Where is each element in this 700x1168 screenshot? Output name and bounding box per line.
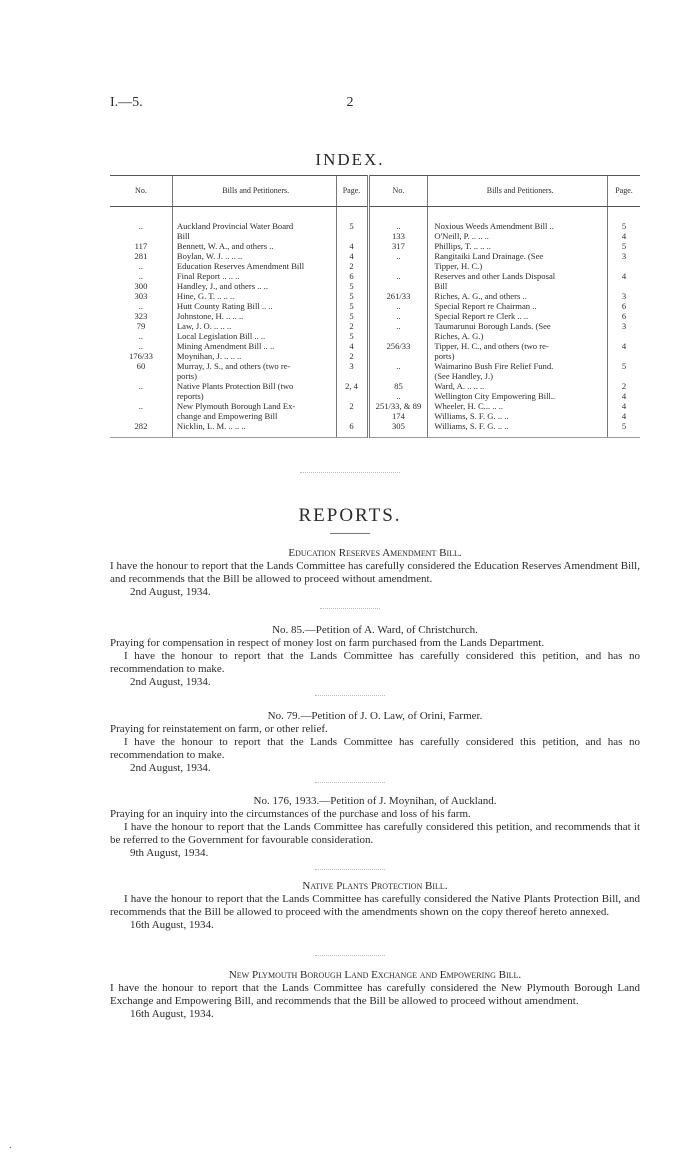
index-bill-right: O'Neill, P. .. .. ..	[428, 231, 608, 241]
index-bill: Bennett, W. A., and others ..	[172, 241, 336, 251]
report-new-plymouth	[110, 969, 640, 1021]
index-bill-right: Tipper, H. C., and others (two re-	[428, 341, 608, 351]
index-bill-right: Special Report re Clerk .. ..	[428, 311, 608, 321]
index-page-right	[608, 331, 641, 341]
col-header-bills: Bills and Petitioners.	[172, 176, 336, 207]
col-header-page: Page.	[336, 176, 368, 207]
index-page-right: 4	[608, 391, 641, 401]
report-body: I have the honour to report that the Lands Committee has carefully considered this petition, and has no recommendation to make.	[110, 736, 640, 761]
index-row	[110, 251, 640, 261]
index-no	[110, 411, 172, 421]
index-page-right: 2	[608, 381, 641, 391]
index-row	[110, 341, 640, 351]
index-no-right: ..	[368, 301, 428, 311]
index-page: 2	[336, 321, 368, 331]
index-bill-right: Wheeler, H. C... .. ..	[428, 401, 608, 411]
report-divider	[315, 695, 385, 696]
index-no-right	[368, 331, 428, 341]
index-bill-right: Phillips, T. .. .. ..	[428, 241, 608, 251]
index-no: 60	[136, 361, 146, 371]
index-bill: Final Report .. .. ..	[172, 271, 336, 281]
reports-title-rule	[330, 533, 370, 534]
report-divider	[315, 782, 385, 783]
index-bill-right: Ward, A. .. .. ..	[428, 381, 608, 391]
index-page: 4	[336, 251, 368, 261]
index-no: ..	[138, 381, 144, 391]
index-no-right: ..	[368, 207, 428, 232]
report-divider	[320, 608, 380, 609]
report-heading: Native Plants Protection Bill.	[302, 880, 448, 892]
index-bill: New Plymouth Borough Land Ex-	[172, 401, 336, 411]
index-page-right	[608, 261, 641, 271]
index-no-right: ..	[368, 321, 428, 331]
index-bill: Bill	[172, 231, 336, 241]
index-page: 5	[336, 291, 368, 301]
index-table	[110, 175, 640, 438]
report-heading: No. 176, 1933.—Petition of J. Moynihan, of Auckland.	[253, 795, 497, 807]
index-no-right: ..	[368, 251, 428, 261]
index-row	[110, 331, 640, 341]
index-no-right: 85	[368, 381, 428, 391]
col-header-bills-right: Bills and Petitioners.	[428, 176, 608, 207]
document-reference: I.—5.	[110, 95, 143, 110]
index-no-right: ..	[368, 361, 428, 371]
report-petition-ward	[110, 624, 640, 689]
report-praying: Praying for compensation in respect of money lost on farm purchased from the Lands Department.	[110, 637, 545, 649]
index-row	[110, 381, 640, 391]
index-no: 300	[134, 281, 148, 291]
col-header-no-right: No.	[368, 176, 428, 207]
index-bill-right: Tipper, H. C.)	[428, 261, 608, 271]
index-page-right: 4	[608, 271, 641, 281]
index-page: 2	[336, 351, 368, 361]
index-page: 4	[336, 341, 368, 351]
index-no	[110, 391, 172, 401]
index-no-right	[368, 281, 428, 291]
index-no	[110, 371, 172, 381]
index-page-right	[608, 281, 641, 291]
index-no-right: 261/33	[368, 291, 428, 301]
index-row	[110, 311, 640, 321]
report-date: 16th August, 1934.	[130, 919, 214, 931]
index-row	[110, 231, 640, 241]
index-bill: Moynihan, J. .. .. ..	[172, 351, 336, 361]
index-no-right: ..	[368, 391, 428, 401]
index-page-right: 3	[608, 321, 641, 331]
index-page: 2	[336, 401, 368, 411]
report-heading: No. 79.—Petition of J. O. Law, of Orini, Farmer.	[267, 710, 483, 722]
report-divider	[315, 955, 385, 956]
index-page-right: 5	[608, 207, 641, 232]
index-title: INDEX.	[315, 150, 385, 169]
report-date: 2nd August, 1934.	[130, 676, 211, 688]
index-no-right: 256/33	[368, 341, 428, 351]
report-heading: No. 85.—Petition of A. Ward, of Christchurch.	[272, 624, 478, 636]
index-bill: reports)	[172, 391, 336, 401]
index-row	[110, 281, 640, 291]
report-date: 9th August, 1934.	[130, 847, 209, 859]
index-row	[110, 371, 640, 381]
report-body: I have the honour to report that the Lands Committee has carefully considered this petition, and recommends that it be referred to the Government for favourable consideration.	[110, 821, 640, 846]
report-date: 16th August, 1934.	[130, 1008, 214, 1020]
index-bill: change and Empowering Bill	[172, 411, 336, 421]
index-no: 176/33	[129, 351, 153, 361]
report-petition-law	[110, 710, 640, 775]
index-no: 79	[136, 321, 146, 331]
index-separator-rule	[300, 472, 400, 473]
index-no-right: 317	[368, 241, 428, 251]
index-page-right: 5	[608, 241, 641, 251]
index-bill-right: Noxious Weeds Amendment Bill ..	[428, 207, 608, 232]
report-native-plants	[110, 880, 640, 932]
index-bill-right: Riches, A. G., and others ..	[428, 291, 608, 301]
index-page-right: 6	[608, 301, 641, 311]
index-row	[110, 207, 640, 232]
index-no-right: 251/33, & 89	[368, 401, 428, 411]
index-no-right: 174	[368, 411, 428, 421]
report-education-reserves	[110, 547, 640, 599]
index-bill: Nicklin, L. M. .. .. ..	[172, 421, 336, 438]
report-date: 2nd August, 1934.	[130, 586, 211, 598]
index-no-right	[368, 371, 428, 381]
index-no: ..	[138, 301, 144, 311]
index-no-right	[368, 351, 428, 361]
index-bill-right: Waimarino Bush Fire Relief Fund.	[428, 361, 608, 371]
index-bill: Law, J. O. .. .. ..	[172, 321, 336, 331]
index-bill: Native Plants Protection Bill (two	[172, 381, 336, 391]
index-no-right: ..	[368, 271, 428, 281]
index-row	[110, 391, 640, 401]
index-row	[110, 241, 640, 251]
index-page-right: 4	[608, 401, 641, 411]
index-page-right: 3	[608, 291, 641, 301]
index-page-right: 5	[608, 421, 641, 438]
index-bill-right: Williams, S. F. G. .. ..	[428, 411, 608, 421]
index-bill: Local Legislation Bill .. ..	[172, 331, 336, 341]
index-no	[110, 231, 172, 241]
index-bill-right: Taumarunui Borough Lands. (See	[428, 321, 608, 331]
index-bill-right: (See Handley, J.)	[428, 371, 608, 381]
index-page	[336, 411, 368, 421]
index-bill: ports)	[172, 371, 336, 381]
index-bill-right: Special Report re Chairman ..	[428, 301, 608, 311]
index-row	[110, 421, 640, 438]
index-bill-right: Reserves and other Lands Disposal	[428, 271, 608, 281]
index-page: 4	[336, 241, 368, 251]
index-bill-right: Riches, A. G.)	[428, 331, 608, 341]
index-bill-right: Wellington City Empowering Bill..	[428, 391, 608, 401]
index-no-right	[368, 261, 428, 271]
reports-title: REPORTS.	[298, 505, 402, 526]
index-no: 281	[134, 251, 148, 261]
margin-mark: .	[9, 1140, 12, 1151]
index-page-right: 4	[608, 411, 641, 421]
index-no: ..	[138, 341, 144, 351]
report-divider	[315, 869, 385, 870]
report-heading: New Plymouth Borough Land Exchange and Empowering Bill.	[228, 969, 522, 981]
index-bill-right: Bill	[428, 281, 608, 291]
index-page-right: 4	[608, 341, 641, 351]
index-no-right: 305	[368, 421, 428, 438]
col-header-page-right: Page.	[608, 176, 641, 207]
page-number: 2	[346, 95, 354, 110]
report-heading: Education Reserves Amendment Bill.	[288, 547, 462, 559]
index-no: ..	[138, 271, 144, 281]
index-page	[336, 371, 368, 381]
report-date: 2nd August, 1934.	[130, 762, 211, 774]
report-body: I have the honour to report that the Lands Committee has carefully considered the New Plymouth Borough Land Exchange and Empowering Bill, and recommends that the Bill be allowed to proceed without amendment.	[110, 982, 640, 1007]
index-bill: Johnstone, H. .. .. ..	[172, 311, 336, 321]
index-page: 5	[336, 281, 368, 291]
index-page: 3	[336, 361, 368, 371]
index-row	[110, 301, 640, 311]
index-page: 5	[336, 311, 368, 321]
index-bill: Boylan, W. J. .. .. ..	[172, 251, 336, 261]
index-bill: Hine, G. T. .. .. ..	[172, 291, 336, 301]
index-page: 5	[336, 207, 368, 232]
index-page-right	[608, 371, 641, 381]
index-no: ..	[138, 261, 144, 271]
index-no: 303	[134, 291, 148, 301]
index-row	[110, 291, 640, 301]
index-page-right: 3	[608, 251, 641, 261]
index-page: 2, 4	[336, 381, 368, 391]
col-header-no: No.	[110, 176, 172, 207]
index-page: 5	[336, 301, 368, 311]
index-page-right: 6	[608, 311, 641, 321]
index-page: 2	[336, 261, 368, 271]
index-bill-right: Williams, S. F. G. .. ..	[428, 421, 608, 438]
index-bill-right: Rangitaiki Land Drainage. (See	[428, 251, 608, 261]
index-no: 323	[134, 311, 148, 321]
index-row	[110, 271, 640, 281]
index-row	[110, 351, 640, 361]
index-no-right: 133	[368, 231, 428, 241]
index-bill: Mining Amendment Bill .. ..	[172, 341, 336, 351]
index-no: 282	[110, 421, 172, 438]
index-page-right: 5	[608, 361, 641, 371]
index-bill-right: ports)	[428, 351, 608, 361]
index-header-row	[110, 176, 640, 207]
report-body: I have the honour to report that the Lands Committee has carefully considered the Education Reserves Amendment Bill, and recommends that the Bill be allowed to proceed without amendment.	[110, 560, 640, 585]
index-page-right	[608, 351, 641, 361]
index-page: 6	[336, 271, 368, 281]
index-body	[110, 207, 640, 438]
index-row	[110, 261, 640, 271]
index-page: 6	[336, 421, 368, 438]
index-no: ..	[138, 331, 144, 341]
index-page	[336, 231, 368, 241]
index-no-right: ..	[368, 311, 428, 321]
index-bill: Handley, J., and others .. ..	[172, 281, 336, 291]
report-praying: Praying for reinstatement on farm, or other relief.	[110, 723, 328, 735]
report-body: I have the honour to report that the Lands Committee has carefully considered this petition, and has no recommendation to make.	[110, 650, 640, 675]
index-no: ..	[138, 401, 144, 411]
index-row	[110, 361, 640, 371]
index-page	[336, 391, 368, 401]
index-page: 5	[336, 331, 368, 341]
report-praying: Praying for an inquiry into the circumstances of the purchase and loss of his farm.	[110, 808, 471, 820]
index-no: 117	[134, 241, 148, 251]
index-row	[110, 401, 640, 411]
index-bill: Auckland Provincial Water Board	[172, 207, 336, 232]
report-petition-moynihan	[110, 795, 640, 860]
index-page-right: 4	[608, 231, 641, 241]
index-bill: Murray, J. S., and others (two re-	[172, 361, 336, 371]
index-row	[110, 411, 640, 421]
index-bill: Hutt County Rating Bill .. ..	[172, 301, 336, 311]
index-row	[110, 321, 640, 331]
index-no: ..	[138, 221, 144, 231]
index-bill: Education Reserves Amendment Bill	[172, 261, 336, 271]
report-body: I have the honour to report that the Lands Committee has carefully considered the Native Plants Protection Bill, and recommends that the Bill be allowed to proceed with the amendments shown on the copy thereof hereto annexed.	[110, 893, 640, 918]
